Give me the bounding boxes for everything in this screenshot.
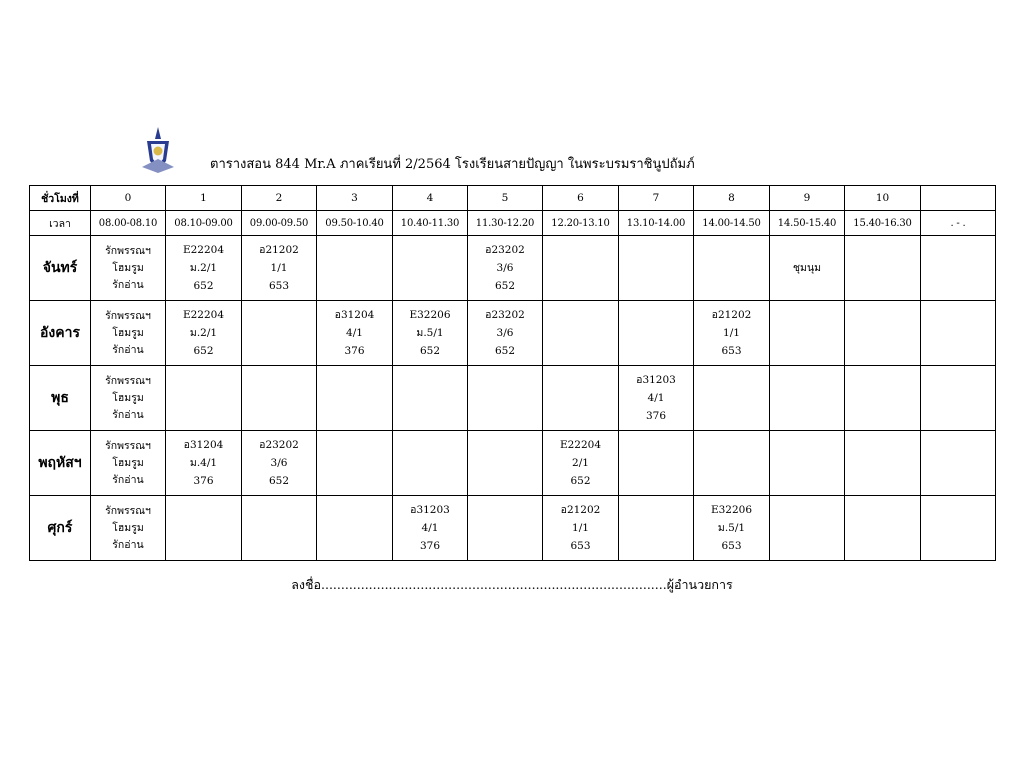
class-cell — [770, 496, 845, 561]
time-slot: 11.30-12.20 — [468, 211, 543, 236]
class-cell-line: E32206 — [409, 309, 451, 321]
class-cell — [242, 236, 317, 301]
class-cell-line: 3/6 — [270, 457, 288, 469]
time-slot: 14.50-15.40 — [770, 211, 845, 236]
class-cell — [845, 366, 921, 431]
class-cell — [543, 496, 619, 561]
class-cell — [845, 431, 921, 496]
school-emblem-icon — [142, 127, 174, 173]
activity-cell — [91, 301, 166, 366]
activity-label: รักอ่าน — [112, 408, 144, 421]
class-cell-line: E22204 — [182, 309, 225, 321]
class-cell — [468, 366, 543, 431]
time-slot: . - . — [921, 211, 996, 236]
class-cell — [543, 301, 619, 366]
class-cell — [317, 366, 393, 431]
class-cell-line: 376 — [193, 475, 214, 487]
class-cell — [619, 431, 694, 496]
activity-cell — [91, 496, 166, 561]
class-cell-line: 653 — [570, 540, 591, 552]
class-cell — [694, 236, 770, 301]
class-cell — [393, 236, 468, 301]
class-cell — [393, 496, 468, 561]
class-cell — [543, 431, 619, 496]
class-cell-line: ชุมนุม — [792, 262, 822, 274]
class-cell — [543, 366, 619, 431]
class-cell-line: E32206 — [710, 504, 753, 516]
activity-label: โฮมรูม — [112, 521, 144, 534]
time-slot: 09.50-10.40 — [317, 211, 393, 236]
period-number: 9 — [770, 186, 845, 211]
class-cell — [468, 236, 543, 301]
class-cell — [845, 496, 921, 561]
timetable — [29, 185, 996, 561]
class-cell-line: 376 — [344, 345, 365, 357]
time-slot: 13.10-14.00 — [619, 211, 694, 236]
class-cell-line: อ21202 — [711, 309, 752, 321]
class-cell-line: 652 — [494, 280, 516, 292]
time-slot: 14.00-14.50 — [694, 211, 770, 236]
class-cell — [166, 366, 242, 431]
class-cell — [921, 431, 996, 496]
activity-label: รักอ่าน — [112, 473, 144, 486]
class-cell-line: 1/1 — [270, 262, 288, 274]
class-cell-line: 3/6 — [496, 262, 514, 274]
activity-label: รักอ่าน — [112, 278, 144, 291]
class-cell-line: ม.2/1 — [189, 327, 218, 339]
period-number: 3 — [317, 186, 393, 211]
class-cell-line: อ21202 — [259, 244, 299, 256]
class-cell-line: ม.4/1 — [189, 457, 218, 469]
class-cell — [619, 236, 694, 301]
class-cell — [317, 431, 393, 496]
day-row — [30, 496, 996, 561]
period-number: 2 — [242, 186, 317, 211]
class-cell — [166, 301, 242, 366]
activity-label: รักพรรณฯ — [105, 504, 151, 517]
class-cell — [845, 301, 921, 366]
class-cell — [543, 236, 619, 301]
class-cell — [619, 366, 694, 431]
class-cell — [242, 301, 317, 366]
activity-cell — [91, 431, 166, 496]
class-cell — [619, 301, 694, 366]
time-label: เวลา — [30, 211, 91, 236]
class-cell-line: ม.5/1 — [717, 522, 746, 534]
class-cell — [242, 431, 317, 496]
class-cell-line: 1/1 — [723, 327, 740, 339]
activity-label: โฮมรูม — [112, 261, 144, 274]
period-number: 7 — [619, 186, 694, 211]
class-cell-line: E22204 — [559, 439, 602, 451]
class-cell-line: ม.5/1 — [416, 327, 444, 339]
class-cell — [468, 431, 543, 496]
time-slot: 09.00-09.50 — [242, 211, 317, 236]
class-cell — [770, 431, 845, 496]
class-cell-line: อ21202 — [560, 504, 601, 516]
day-row — [30, 431, 996, 496]
time-row — [30, 211, 996, 236]
time-slot: 08.10-09.00 — [166, 211, 242, 236]
period-number: 8 — [694, 186, 770, 211]
activity-label: โฮมรูม — [112, 391, 144, 404]
class-cell — [921, 366, 996, 431]
day-row — [30, 301, 996, 366]
class-cell — [770, 366, 845, 431]
class-cell-line: 376 — [645, 410, 667, 422]
class-cell — [242, 496, 317, 561]
class-cell — [468, 301, 543, 366]
class-cell-line: 652 — [494, 345, 516, 357]
class-cell-line: อ31203 — [636, 374, 676, 386]
activity-label: รักพรรณฯ — [105, 374, 151, 387]
class-cell-line: 4/1 — [346, 327, 363, 339]
class-cell-line: 653 — [268, 280, 290, 292]
time-slot: 08.00-08.10 — [91, 211, 166, 236]
class-cell — [619, 496, 694, 561]
day-row — [30, 366, 996, 431]
activity-label: รักอ่าน — [112, 343, 144, 356]
class-cell — [921, 301, 996, 366]
class-cell — [694, 366, 770, 431]
signature-line: ลงชื่อ.......................................................................................ผู้อำนวยการ — [291, 577, 733, 592]
day-name: พฤหัสฯ — [30, 431, 91, 496]
class-cell-line: 4/1 — [421, 522, 439, 534]
class-cell — [770, 236, 845, 301]
period-number: 6 — [543, 186, 619, 211]
class-cell — [694, 496, 770, 561]
period-header-row — [30, 186, 996, 211]
class-cell — [393, 431, 468, 496]
class-cell-line: อ23202 — [485, 309, 525, 321]
class-cell-line: อ23202 — [485, 244, 525, 256]
period-number: 0 — [91, 186, 166, 211]
class-cell — [921, 496, 996, 561]
activity-cell — [91, 366, 166, 431]
class-cell-line: 652 — [193, 345, 214, 357]
class-cell-line: อ31203 — [410, 504, 450, 516]
activity-cell — [91, 236, 166, 301]
period-number: 5 — [468, 186, 543, 211]
class-cell — [166, 236, 242, 301]
activity-label: โฮมรูม — [112, 326, 144, 339]
class-cell-line: 652 — [419, 345, 441, 357]
activity-label: รักอ่าน — [112, 538, 144, 551]
time-slot: 10.40-11.30 — [393, 211, 468, 236]
class-cell — [393, 366, 468, 431]
class-cell-line: 4/1 — [647, 392, 665, 404]
day-name: อังคาร — [30, 301, 91, 366]
class-cell-line: อ31204 — [334, 309, 375, 321]
day-name: ศุกร์ — [30, 496, 91, 561]
class-cell — [845, 236, 921, 301]
class-cell-line: อ31204 — [183, 439, 224, 451]
class-cell — [921, 236, 996, 301]
time-slot: 15.40-16.30 — [845, 211, 921, 236]
class-cell-line: 652 — [570, 475, 591, 487]
class-cell — [468, 496, 543, 561]
class-cell-line: 653 — [721, 540, 742, 552]
day-name: พุธ — [30, 366, 91, 431]
period-number: 4 — [393, 186, 468, 211]
class-cell — [317, 496, 393, 561]
activity-label: โฮมรูม — [112, 456, 144, 469]
class-cell — [317, 236, 393, 301]
activity-label: รักพรรณฯ — [105, 244, 151, 257]
class-cell-line: 652 — [193, 280, 214, 292]
class-cell-line: 2/1 — [572, 457, 589, 469]
class-cell-line: 653 — [721, 345, 742, 357]
class-cell — [694, 431, 770, 496]
class-cell — [242, 366, 317, 431]
class-cell — [770, 301, 845, 366]
class-cell-line: 3/6 — [496, 327, 514, 339]
class-cell — [166, 496, 242, 561]
class-cell — [166, 431, 242, 496]
period-number: 10 — [845, 186, 921, 211]
day-name: จันทร์ — [30, 236, 91, 301]
day-row — [30, 236, 996, 301]
time-slot: 12.20-13.10 — [543, 211, 619, 236]
class-cell-line: 376 — [419, 540, 441, 552]
class-cell-line: ม.2/1 — [189, 262, 218, 274]
class-cell — [694, 301, 770, 366]
class-cell-line: 1/1 — [572, 522, 589, 534]
period-label: ชั่วโมงที่ — [30, 186, 91, 211]
period-number: 1 — [166, 186, 242, 211]
class-cell — [317, 301, 393, 366]
class-cell — [393, 301, 468, 366]
class-cell-line: 652 — [268, 475, 290, 487]
activity-label: รักพรรณฯ — [105, 309, 151, 322]
class-cell-line: อ23202 — [259, 439, 299, 451]
period-number — [921, 186, 996, 211]
activity-label: รักพรรณฯ — [105, 439, 151, 452]
page-title: ตารางสอน 844 Mr.A ภาคเรียนที่ 2/2564 โรงเรียนสายปัญญา ในพระบรมราชินูปถัมภ์ — [210, 157, 695, 172]
class-cell-line: E22204 — [182, 244, 225, 256]
